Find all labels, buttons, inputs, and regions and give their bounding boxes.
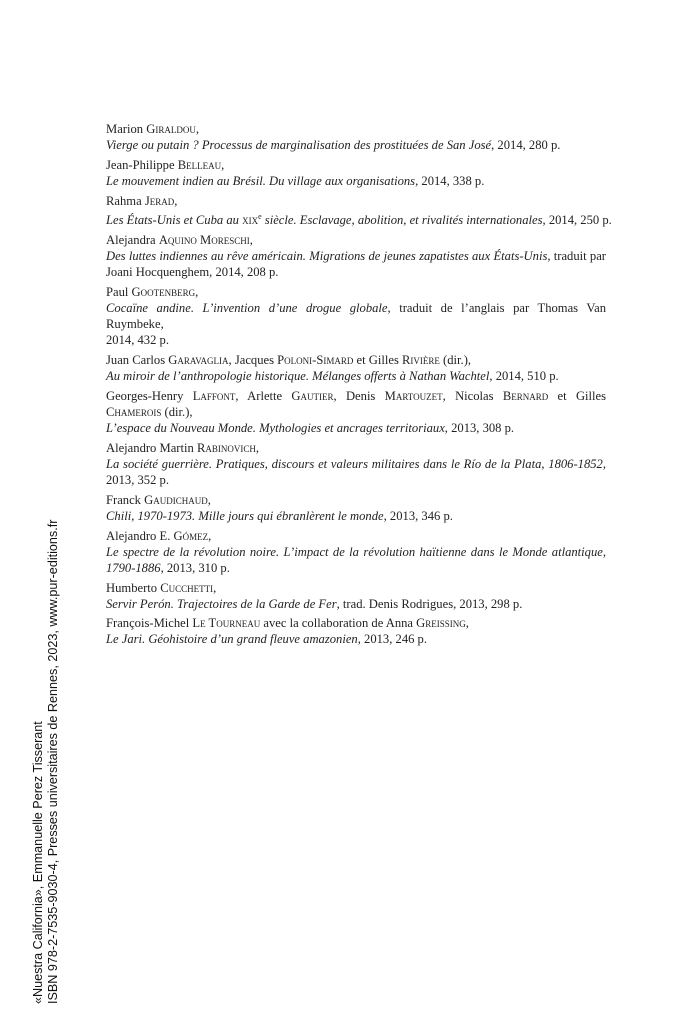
author-line: Jean-Philippe Belleau, xyxy=(106,157,225,172)
list-item xyxy=(106,284,606,348)
publication-list xyxy=(106,121,612,651)
side-imprint-line1: «Nuestra California», Emmanuelle Perez Tisserant xyxy=(31,721,45,1004)
title-line: Vierge ou putain ? Processus de marginalisation des prostituées de San José, 2014, 280 p. xyxy=(106,138,561,153)
author-line: Georges-Henry Laffont, Arlette Gautier, Denis Martouzet, Nicolas Bernard et Gilles xyxy=(106,388,607,403)
title-line: Cocaïne andine. L’invention d’une drogue globale, traduit de l’anglais par Thomas Van Ruymbeke, xyxy=(106,300,607,331)
author-line: Alejandra Aquino Moreschi, xyxy=(106,232,253,247)
author-line: François-Michel Le Tourneau avec la collaboration de Anna Greissing, xyxy=(106,616,469,631)
title-line: La société guerrière. Pratiques, discours et valeurs militaires dans le Río de la Plata, 1806-1852, xyxy=(106,456,606,471)
list-item xyxy=(106,121,606,153)
details-line: 2013, 352 p. xyxy=(106,472,169,487)
side-imprint-line2: ISBN 978-2-7535-9030-4, Presses universitaires de Rennes, 2023, www.pur-editions.fr xyxy=(45,519,60,1004)
title-line: Servir Perón. Trajectoires de la Garde de Fer, trad. Denis Rodrigues, 2013, 298 p. xyxy=(106,596,523,611)
author-line: Alejandro Martin Rabinovich, xyxy=(106,440,259,455)
author-line: Chamerois (dir.), xyxy=(106,404,193,419)
list-item xyxy=(106,492,606,524)
title-line: Au miroir de l’anthropologie historique. Mélanges offerts à Nathan Wachtel, 2014, 510 p. xyxy=(106,368,559,383)
author-line: Marion Giraldou, xyxy=(106,122,199,136)
author-line: Humberto Cucchetti, xyxy=(106,580,217,595)
details-line: Joani Hocquenghem, 2014, 208 p. xyxy=(106,265,279,279)
author-line: Alejandro E. Gómez, xyxy=(106,528,212,543)
title-line: Le mouvement indien au Brésil. Du village aux organisations, 2014, 338 p. xyxy=(106,173,485,188)
list-item xyxy=(106,580,606,612)
title-line: L’espace du Nouveau Monde. Mythologies et ancrages territoriaux, 2013, 308 p. xyxy=(106,420,515,435)
title-line: Le Jari. Géohistoire d’un grand fleuve amazonien, 2013, 246 p. xyxy=(106,632,427,647)
author-line: Juan Carlos Garavaglia, Jacques Poloni-Simard et Gilles Rivière (dir.), xyxy=(106,352,472,367)
list-item xyxy=(106,528,606,576)
details-line: 2014, 432 p. xyxy=(106,333,169,348)
list-item xyxy=(106,440,606,488)
title-line: Le spectre de la révolution noire. L’impact de la révolution haïtienne dans le Monde atlantique, xyxy=(106,544,606,559)
author-line: Franck Gaudichaud, xyxy=(106,492,211,507)
list-item xyxy=(106,352,606,384)
list-item xyxy=(106,388,606,436)
list-item xyxy=(106,232,606,280)
list-item xyxy=(106,615,606,647)
details-line: 1790-1886, 2013, 310 p. xyxy=(106,560,230,575)
author-line: Rahma Jerad, xyxy=(106,193,178,208)
title-line: Chili, 1970-1973. Mille jours qui ébranlèrent le monde, 2013, 346 p. xyxy=(106,508,453,523)
list-item xyxy=(106,193,612,228)
author-line: Paul Gootenberg, xyxy=(106,284,199,299)
title-line: Les États-Unis et Cuba au xix$^e$ siècle. Esclavage, abolition, et rivalités internationales, 2014, 250 p. xyxy=(106,211,612,228)
side-imprint xyxy=(31,144,60,1004)
list-item xyxy=(106,157,606,189)
title-line: Des luttes indiennes au rêve américain. Migrations de jeunes zapatistes aux États-Unis, traduit par xyxy=(106,248,606,263)
